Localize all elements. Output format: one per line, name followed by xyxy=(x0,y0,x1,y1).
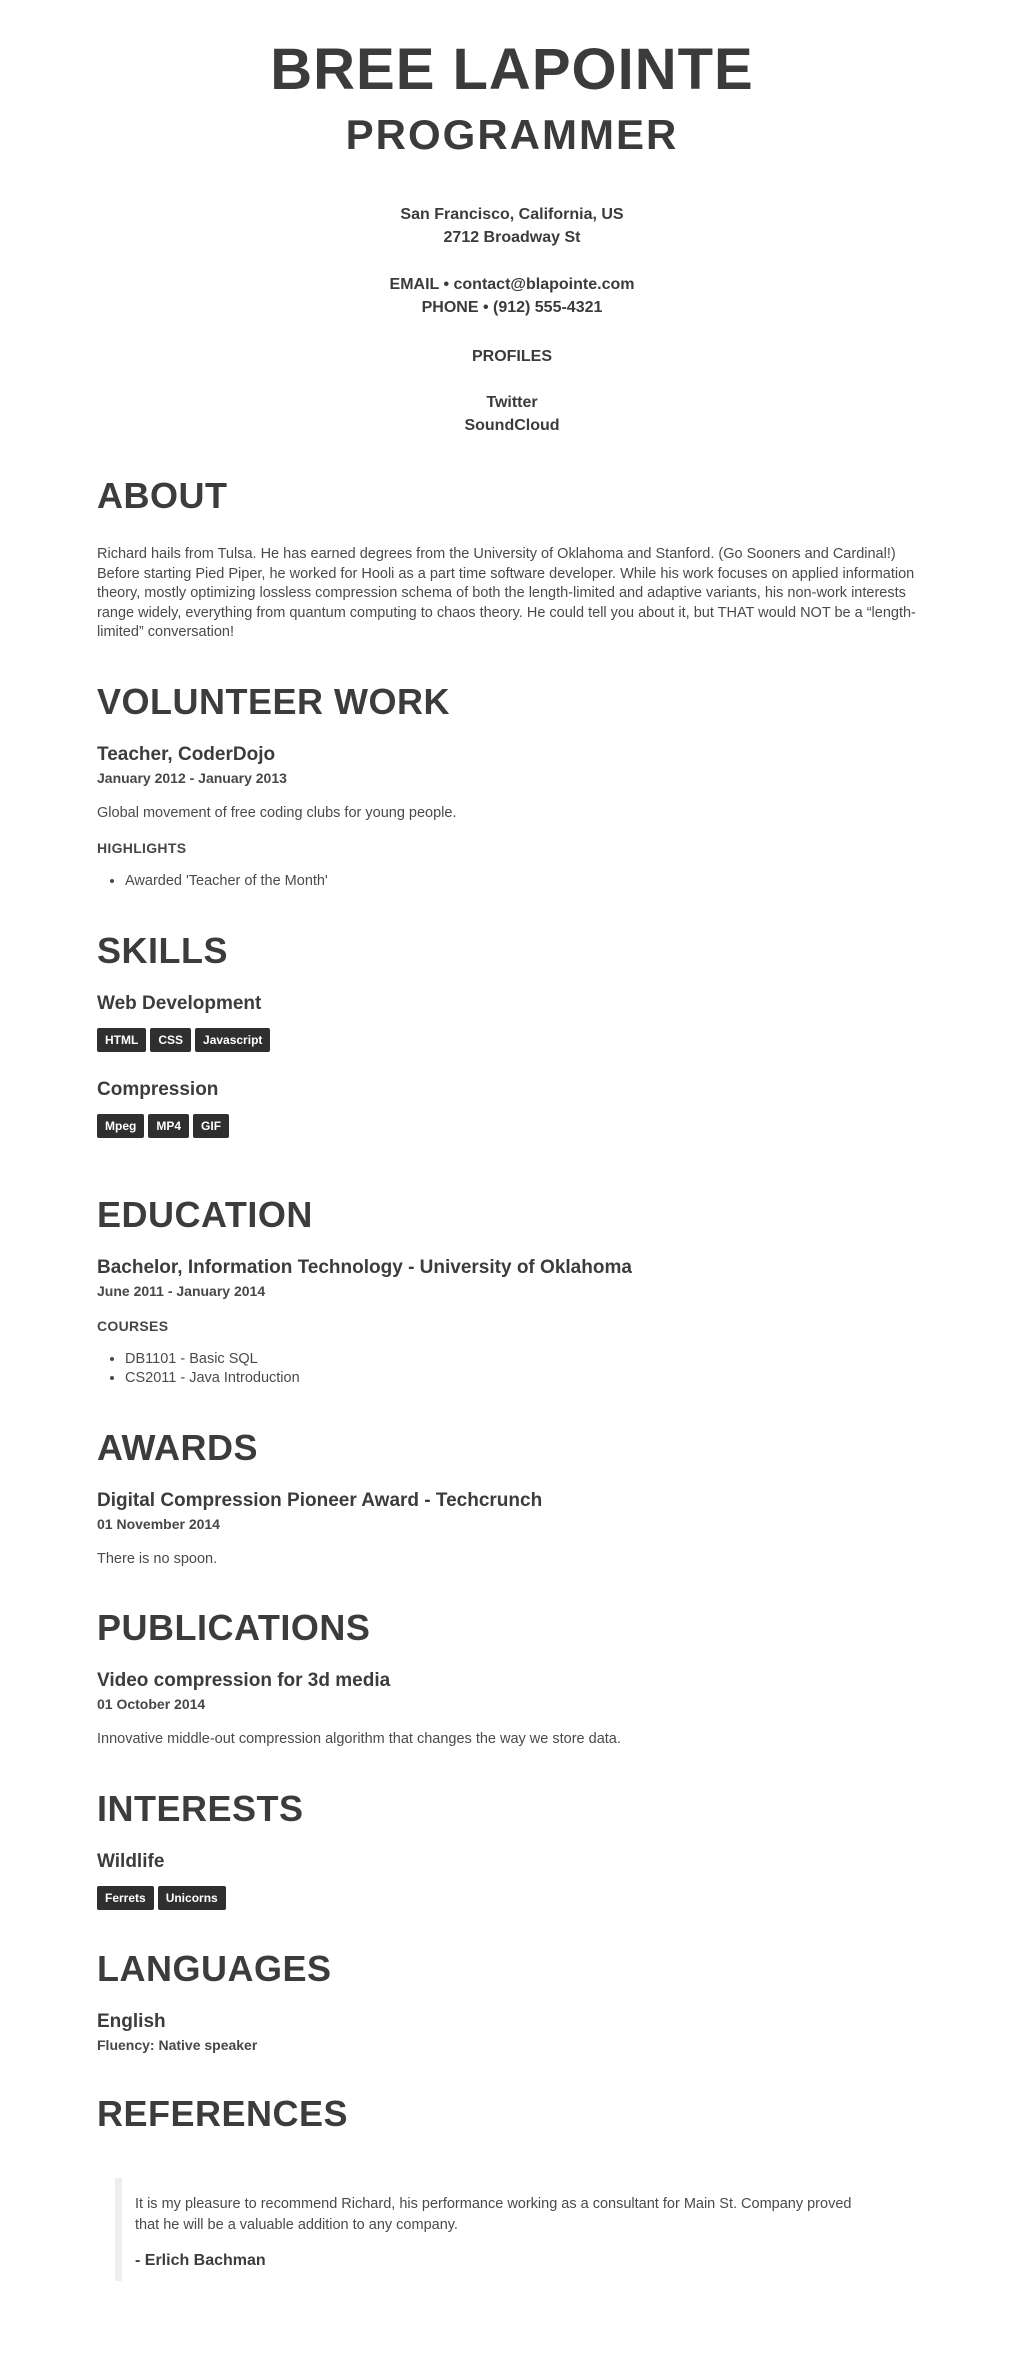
skill-badge: Javascript xyxy=(195,1028,270,1052)
volunteer-item-title: Teacher, CoderDojo xyxy=(97,743,276,765)
highlights-label: HIGHLIGHTS xyxy=(97,840,187,856)
course-item: • CS2011 - Java Introduction xyxy=(125,1369,927,1389)
education-item-title: Bachelor, Information Technology - University of Oklahoma xyxy=(97,1256,632,1278)
skill-group-name: Web Development xyxy=(97,992,262,1014)
section-publications xyxy=(97,1607,927,1750)
skill-badge: GIF xyxy=(193,1114,229,1138)
interests-heading: INTERESTS xyxy=(97,1787,304,1829)
email-line: EMAIL • contact@blapointe.com xyxy=(389,276,635,293)
section-languages xyxy=(97,1948,927,2055)
volunteer-item xyxy=(97,743,927,892)
phone-line: PHONE • (912) 555-4321 xyxy=(421,299,603,316)
interest-group-name: Wildlife xyxy=(97,1850,165,1872)
contact-block xyxy=(97,273,927,319)
education-heading: EDUCATION xyxy=(97,1193,313,1235)
award-item-title: Digital Compression Pioneer Award - Techcrunch xyxy=(97,1489,543,1511)
section-education xyxy=(97,1194,927,1389)
language-item xyxy=(97,2010,927,2055)
highlights-list xyxy=(97,872,927,892)
skill-badge: Mpeg xyxy=(97,1114,144,1138)
award-item-summary: There is no spoon. xyxy=(97,1550,218,1567)
references-heading: REFERENCES xyxy=(97,2092,349,2134)
profile-link-twitter[interactable]: Twitter xyxy=(486,394,538,411)
about-heading: ABOUT xyxy=(97,475,228,516)
reference-quote-text: It is my pleasure to recommend Richard, his performance working as a consultant for Main St. Company proved that he will be a valuable addition to any company. xyxy=(135,2195,852,2233)
publication-item-title: Video compression for 3d media xyxy=(97,1670,391,1691)
volunteer-item-summary: Global movement of free coding clubs for young people. xyxy=(97,804,457,821)
language-fluency: Fluency: Native speaker xyxy=(97,2036,258,2053)
publication-item xyxy=(97,1669,927,1750)
profiles-heading: PROFILES xyxy=(471,348,552,365)
languages-heading: LANGUAGES xyxy=(97,1947,332,1989)
section-volunteer-work xyxy=(97,681,927,892)
skill-badge-row xyxy=(97,1114,927,1138)
skill-group xyxy=(97,992,927,1052)
award-item xyxy=(97,1489,927,1570)
candidate-name: BREE LAPOINTE xyxy=(270,37,754,102)
education-item-dates: June 2011 - January 2014 xyxy=(97,1282,266,1299)
skill-badge: CSS xyxy=(150,1028,191,1052)
section-awards xyxy=(97,1427,927,1570)
resume-header xyxy=(97,36,927,437)
address-city-line: San Francisco, California, US xyxy=(400,206,624,223)
interest-badge: Ferrets xyxy=(97,1886,154,1910)
skill-badge: MP4 xyxy=(148,1114,189,1138)
interest-badge-row xyxy=(97,1886,927,1910)
courses-label: COURSES xyxy=(97,1317,169,1334)
publication-item-summary: Innovative middle-out compression algorithm that changes the way we store data. xyxy=(97,1731,621,1747)
publication-item-date: 01 October 2014 xyxy=(97,1696,206,1712)
publications-heading: PUBLICATIONS xyxy=(97,1607,371,1648)
language-name: English xyxy=(97,2010,166,2032)
award-item-date: 01 November 2014 xyxy=(97,1515,220,1532)
about-text: Richard hails from Tulsa. He has earned degrees from the University of Oklahoma and Stanford. (Go Sooners and Cardinal!) Before starting Pied Piper, he worked for Hooli as a part time software developer. While his work focuses on applied information theory, mostly optimizing lossless compression schema of both the length-limited and adaptive variants, his non-work interests range widely, everything from quantum computing to chaos theory. He could tell you about it, but THAT would NOT be a “length-limited” conversation! xyxy=(97,546,916,640)
skill-badge-row xyxy=(97,1028,927,1052)
skill-group-name: Compression xyxy=(97,1078,219,1100)
interest-group xyxy=(97,1850,927,1910)
course-item: • DB1101 - Basic SQL xyxy=(125,1350,927,1370)
profiles-list xyxy=(97,391,927,437)
profile-link-soundcloud[interactable]: SoundCloud xyxy=(464,417,560,434)
volunteer-heading: VOLUNTEER WORK xyxy=(97,680,450,722)
candidate-job-title: PROGRAMMER xyxy=(345,111,679,158)
education-item xyxy=(97,1256,927,1389)
reference-quote xyxy=(115,2178,927,2281)
reference-quote-author: - Erlich Bachman xyxy=(135,2251,266,2269)
section-interests xyxy=(97,1788,927,1910)
skill-group xyxy=(97,1078,927,1138)
volunteer-item-dates: January 2012 - January 2013 xyxy=(97,769,287,786)
section-skills xyxy=(97,930,927,1138)
awards-heading: AWARDS xyxy=(97,1426,259,1468)
skill-badge: HTML xyxy=(97,1028,146,1052)
interest-badge: Unicorns xyxy=(158,1886,226,1910)
courses-list xyxy=(97,1350,927,1389)
section-about xyxy=(97,475,927,643)
address-street-line: 2712 Broadway St xyxy=(443,229,581,246)
address-block xyxy=(97,203,927,249)
section-references xyxy=(97,2093,927,2281)
highlight-item: • Awarded 'Teacher of the Month' xyxy=(125,872,927,892)
skills-heading: SKILLS xyxy=(97,929,229,971)
